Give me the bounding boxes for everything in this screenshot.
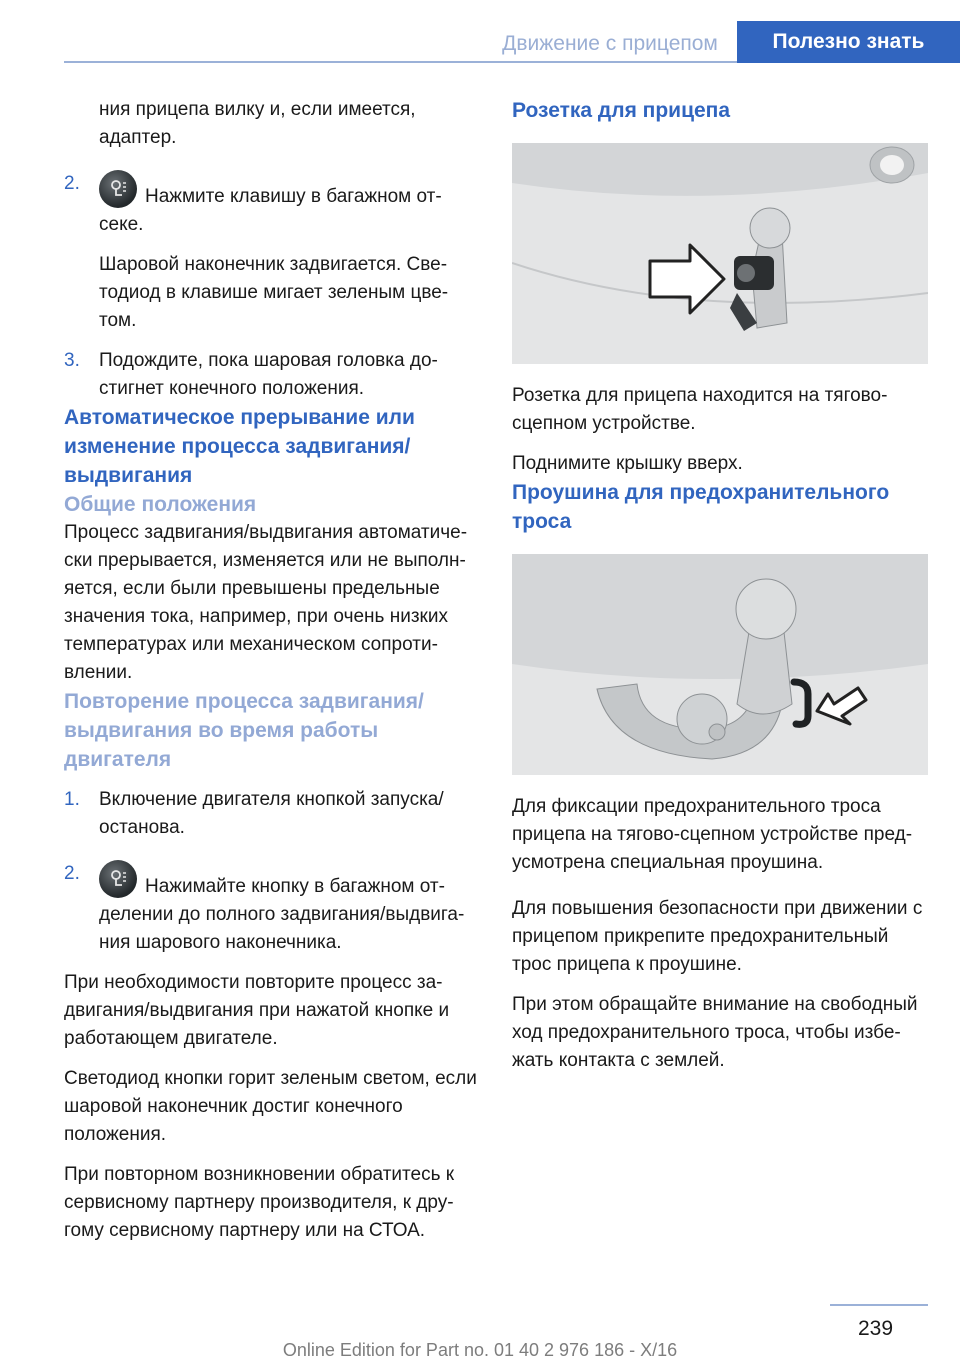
intro-text: ния прицепа вилку и, если имеется, адаптер. — [99, 99, 416, 148]
heading-auto-interrupt: Автоматическое прерывание или изменение процесса задвигания/ выдвигания — [64, 406, 415, 487]
edition-footer: Online Edition for Part no. 01 40 2 976 186 - X/16 — [282, 1340, 678, 1360]
step-number: 3. — [64, 350, 80, 371]
step-number: 2. — [64, 173, 80, 194]
page-number-rule — [830, 1304, 928, 1306]
eye-text-2: Для повышения безопасности при движении с прицепом прикрепите предохранительный трос прицепа к проушине. — [512, 898, 923, 975]
step-number: 2. — [64, 863, 80, 884]
heading-repeat: Повторение процесса задвигания/ выдвигания во время работы двигателя — [64, 690, 424, 771]
header-section-title[interactable]: Движение с прицепом — [502, 32, 718, 55]
eye-text-3: При этом обращайте внимание на свободный ход предохранительного троса, чтобы избе-жать контакта с землей. — [512, 994, 918, 1071]
page-number: 239 — [858, 1317, 894, 1340]
safety-eye-illustration — [512, 554, 928, 775]
step-text: Нажимайте кнопку в багажном от-делении до полного задвигания/выдвига-ния шарового наконечника. — [99, 876, 465, 953]
heading-general: Общие положения — [64, 493, 257, 516]
socket-text-2: Поднимите крышку вверх. — [512, 453, 743, 474]
step-text: Подождите, пока шаровая головка до-стигнет конечного положения. — [99, 350, 438, 399]
step-text: Нажмите клавишу в багажном от-секе. — [99, 186, 442, 235]
repeat-paragraph: При необходимости повторите процесс за-двигания/выдвигания при нажатой кнопке и работающем двигателе. — [64, 972, 450, 1049]
led-paragraph: Светодиод кнопки горит зеленым светом, если шаровой наконечник достиг конечного положения. — [64, 1068, 477, 1145]
right-column — [512, 96, 928, 1075]
trailer-hitch-button-icon — [99, 860, 137, 898]
step-text: Включение двигателя кнопкой запуска/ останова. — [99, 789, 444, 838]
repeat-step-2 — [64, 860, 480, 957]
repeat-step-1 — [64, 786, 480, 842]
header-tab[interactable]: Полезно знать — [737, 21, 960, 63]
heading-socket: Розетка для прицепа — [512, 99, 731, 122]
step-number: 1. — [64, 789, 80, 810]
socket-illustration — [512, 143, 928, 364]
step-2-note: Шаровой наконечник задвигается. Све-тодиод в клавише мигает зеленым цве-том. — [99, 254, 449, 331]
eye-text-1: Для фиксации предохранительного троса прицепа на тягово-сцепном устройстве пред-усмотрена специальная проушина. — [512, 796, 913, 873]
left-column — [64, 96, 480, 1245]
heading-safety-eye: Проушина для предохранительного троса — [512, 481, 890, 533]
step-3 — [64, 347, 480, 403]
trailer-hitch-button-icon — [99, 170, 137, 208]
step-2 — [64, 170, 480, 239]
general-text: Процесс задвигания/выдвигания автоматиче-ски прерывается, изменяется или не выполн-яется, если были превышены предельные значения тока, например, при очень низких температурах или механическом сопроти-влении. — [64, 522, 468, 683]
socket-text-1: Розетка для прицепа находится на тягово-сцепном устройстве. — [512, 385, 888, 434]
service-paragraph: При повторном возникновении обратитесь к сервисному партнеру производителя, к дру-гому сервисному партнеру или на СТОА. — [64, 1164, 455, 1241]
